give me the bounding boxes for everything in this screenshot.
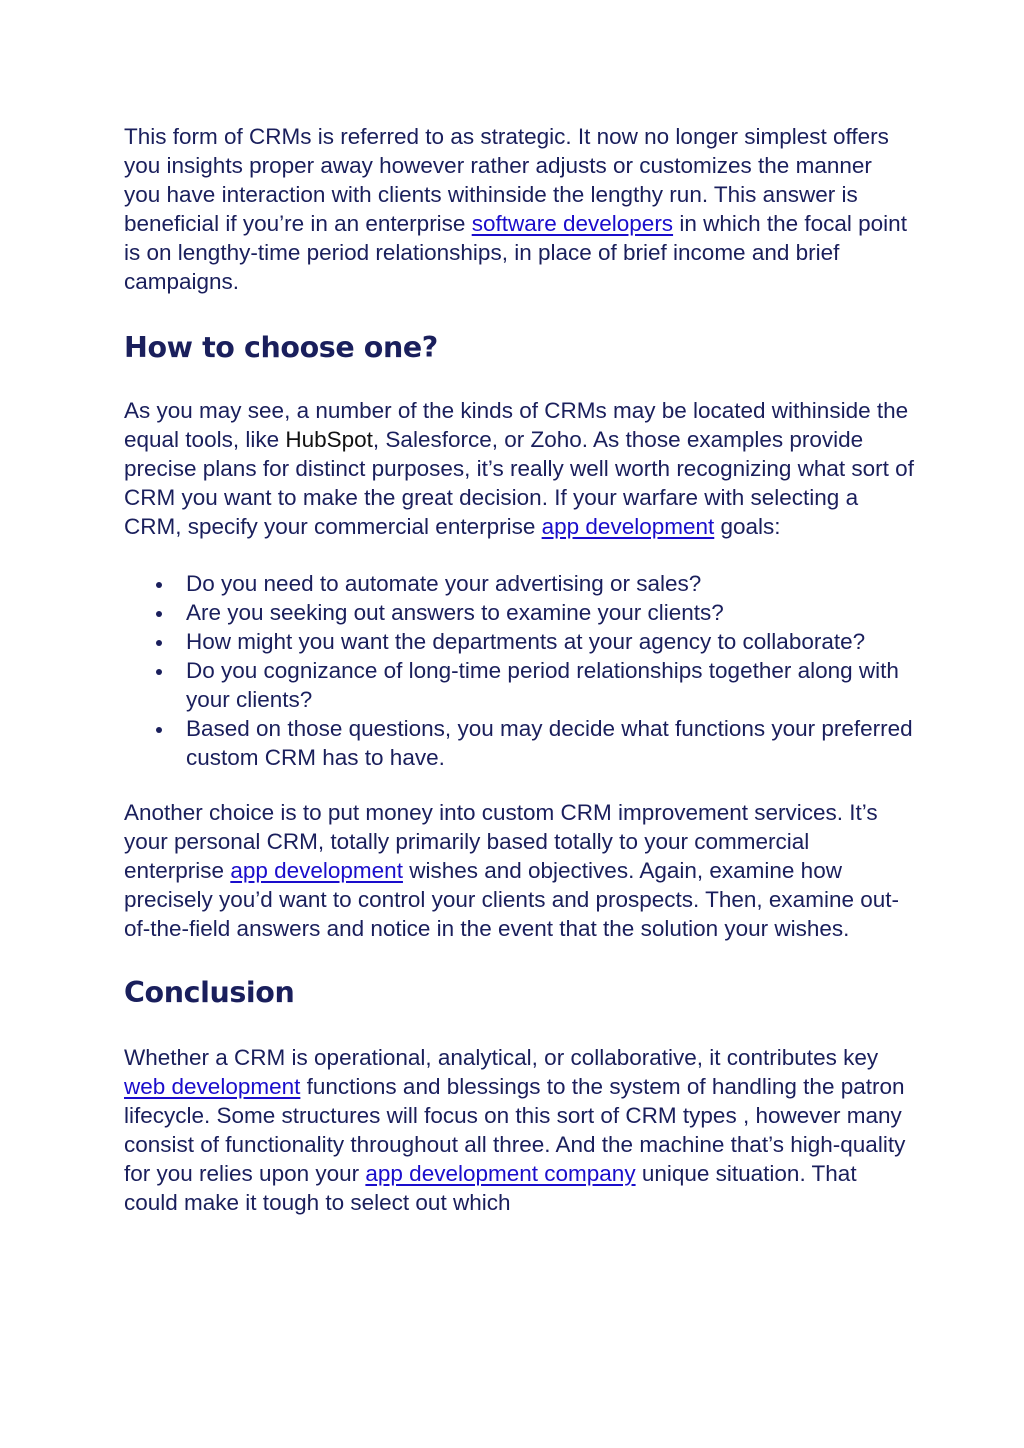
app-development-link[interactable]: app development (541, 514, 715, 539)
document-body (124, 122, 914, 1217)
bullet-icon (156, 582, 162, 588)
custom-crm-paragraph (124, 798, 914, 943)
list-item (124, 598, 914, 627)
bullet-icon (156, 640, 162, 646)
bullet-icon (156, 669, 162, 675)
choose-text-end: goals: (714, 514, 781, 539)
list-item-text: How might you want the departments at your agency to collaborate? (186, 629, 866, 654)
conclusion-paragraph (124, 1043, 914, 1217)
questions-list (124, 569, 914, 772)
list-item (124, 714, 914, 772)
heading-how-to-choose: How to choose one? (124, 331, 438, 364)
conclusion-text-middle: functions and blessings to the system of handling the patron lifecycle. Some structures will focus on this sort of CRM types , however many consist of functionality throughout all three. And the machine that’s high-quality for you relies upon your (124, 1074, 906, 1186)
intro-text: This form of CRMs is referred to as strategic. It now no longer simplest offers you insights proper away however rather adjusts or customizes the manner you have interaction with clients withinside the lengthy run. This answer is beneficial if you’re in an enterprise (124, 124, 889, 236)
custom-crm-text: Another choice is to put money into custom CRM improvement services. It’s your personal CRM, totally primarily based totally to your commercial enterprise (124, 800, 878, 883)
list-item (124, 656, 914, 714)
heading-conclusion: Conclusion (124, 976, 295, 1009)
hubspot-text: HubSpot (285, 427, 373, 452)
bullet-icon (156, 611, 162, 617)
custom-crm-text-end: wishes and objectives. Again, examine how precisely you’d want to control your clients and prospects. Then, examine out-of-the-field answers and notice in the event that the solution your wishes. (124, 858, 899, 941)
choose-paragraph (124, 396, 914, 541)
app-development-link-2[interactable]: app development (230, 858, 403, 883)
choose-text-middle: , Salesforce, or Zoho. As those examples provide precise plans for distinct purposes, it’s really well worth recognizing what sort of CRM you want to make the great decision. If your warfare with selecting a CRM, specify your commercial enterprise (124, 427, 914, 539)
list-item-text: Based on those questions, you may decide what functions your preferred custom CRM has to have. (186, 716, 913, 770)
intro-paragraph (124, 122, 914, 296)
list-item (124, 627, 914, 656)
conclusion-text: Whether a CRM is operational, analytical, or collaborative, it contributes key (124, 1045, 879, 1070)
choose-text: As you may see, a number of the kinds of CRMs may be located withinside the equal tools, like (124, 398, 909, 452)
app-development-company-link[interactable]: app development company (365, 1161, 636, 1186)
conclusion-text-end: unique situation. That could make it tough to select out which (124, 1161, 857, 1215)
web-development-link[interactable]: web development (124, 1074, 301, 1099)
list-item-text: Do you need to automate your advertising or sales? (186, 571, 702, 596)
software-developers-link[interactable]: software developers (471, 211, 674, 236)
list-item (124, 569, 914, 598)
intro-text-end: in which the focal point is on lengthy-time period relationships, in place of brief income and brief campaigns. (124, 211, 907, 294)
list-item-text: Do you cognizance of long-time period relationships together along with your clients? (186, 658, 899, 712)
list-item-text: Are you seeking out answers to examine your clients? (186, 600, 724, 625)
bullet-icon (156, 727, 162, 733)
